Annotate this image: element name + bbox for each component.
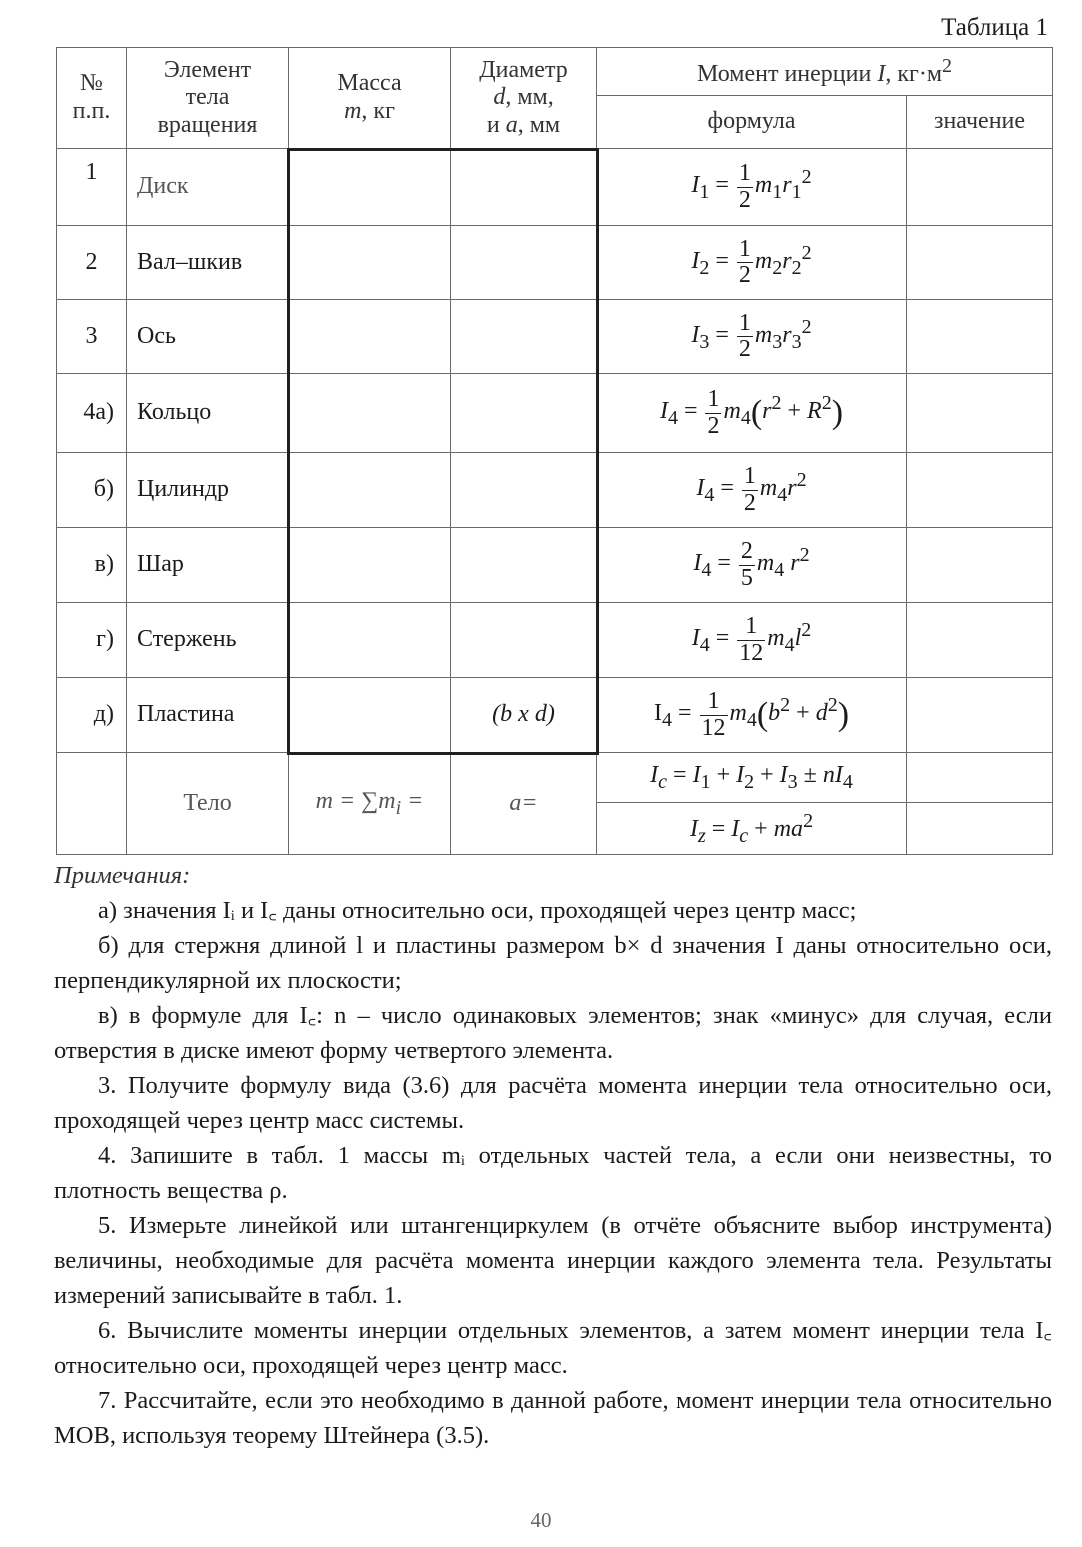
value-cell[interactable] <box>907 753 1053 803</box>
row-number <box>57 753 127 855</box>
formula-cell: $I_4$ = $\frac{1}{12}$ $m_4l^2$ <box>597 603 907 678</box>
row-element-name: Стержень <box>127 603 289 678</box>
row-number: 3 <box>57 300 127 374</box>
mass-cell[interactable] <box>289 528 451 603</box>
row-element-name: Пластина <box>127 678 289 753</box>
formula-cell: $I_4$ = $\frac{2}{5}$ $m_4$ $r^2$ <box>597 528 907 603</box>
note-a: а) значения Iᵢ и I꜀ даны относительно оси, проходящей через центр масс; <box>98 897 857 924</box>
formula-cell: $I_4$ = $\frac{1}{12}$ $m_4(b^2 + d^2)$ <box>597 678 907 753</box>
header-diameter: Диаметр d, мм, и a, мм <box>451 48 597 149</box>
row-element-name: Цилиндр <box>127 453 289 528</box>
table-row <box>57 603 1053 678</box>
table-row <box>57 374 1053 453</box>
header-formula: формула <box>597 96 907 149</box>
step-6: 6. Вычислите моменты инерции отдельных элементов, а затем момент инерции тела I꜀ относительно оси, проходящей через центр масс. <box>54 1317 1052 1379</box>
notes-heading: Примечания: <box>54 862 191 889</box>
row-element-name: Кольцо <box>127 374 289 453</box>
table-row <box>57 528 1053 603</box>
inertia-table <box>56 47 1053 855</box>
diameter-cell[interactable]: (b x d) <box>451 678 597 753</box>
table-row <box>57 300 1053 374</box>
value-cell[interactable] <box>907 149 1053 226</box>
total-mass-cell[interactable]: $m = \sum m_i$ = <box>289 753 451 855</box>
header-value: значение <box>907 96 1053 149</box>
mass-cell[interactable] <box>289 300 451 374</box>
formula-cell: $I_2$ = $\frac{1}{2}$ $m_2r_2^2$ <box>597 226 907 300</box>
formula-cell-center: $I_c = I_1 + I_2 + I_3 \pm nI_4$ <box>597 753 907 803</box>
diameter-cell[interactable] <box>451 603 597 678</box>
row-number: 2 <box>57 226 127 300</box>
mass-cell[interactable] <box>289 226 451 300</box>
header-moment-of-inertia: Момент инерции I, $кг\cdot м^2$ <box>597 48 1053 96</box>
formula-cell-steiner: $I_z = I_c + ma^2$ <box>597 803 907 855</box>
diameter-cell[interactable] <box>451 528 597 603</box>
row-number: д) <box>57 678 127 753</box>
note-v: в) в формуле для I꜀: n – число одинаковых элементов; знак «минус» для случая, если отверстия в диске имеют форму четвертого элемента. <box>54 1002 1052 1064</box>
row-element-name: Тело <box>127 753 289 855</box>
value-cell[interactable] <box>907 803 1053 855</box>
table-row <box>57 678 1053 753</box>
table-title: Таблица 1 <box>941 14 1048 41</box>
row-number: 1 <box>57 149 127 226</box>
note-b: б) для стержня длиной l и пластины размером b× d значения I даны относительно оси, перпендикулярной их плоскости; <box>54 932 1052 994</box>
step-7: 7. Рассчитайте, если это необходимо в данной работе, момент инерции тела относительно МОВ, используя теорему Штейнера (3.5). <box>54 1387 1052 1449</box>
row-element-name: Диск <box>127 149 289 226</box>
mass-cell[interactable] <box>289 603 451 678</box>
diameter-cell[interactable] <box>451 226 597 300</box>
value-cell[interactable] <box>907 226 1053 300</box>
value-cell[interactable] <box>907 374 1053 453</box>
row-element-name: Ось <box>127 300 289 374</box>
diameter-cell[interactable] <box>451 149 597 226</box>
table-row <box>57 453 1053 528</box>
mass-cell[interactable] <box>289 453 451 528</box>
diameter-cell[interactable] <box>451 300 597 374</box>
formula-cell: $I_4$ = $\frac{1}{2}$ $m_4r^2$ <box>597 453 907 528</box>
mass-cell[interactable] <box>289 678 451 753</box>
distance-a-cell[interactable]: a= <box>451 753 597 855</box>
mass-cell[interactable] <box>289 149 451 226</box>
value-cell[interactable] <box>907 528 1053 603</box>
value-cell[interactable] <box>907 453 1053 528</box>
row-number: б) <box>57 453 127 528</box>
notes <box>54 858 1052 1453</box>
step-5: 5. Измерьте линейкой или штангенциркулем (в отчёте объясните выбор инструмента) величины, необходимые для расчёта момента инерции каждого элемента тела. Результаты измерений записывайте в табл. 1. <box>54 1212 1052 1309</box>
row-number: в) <box>57 528 127 603</box>
diameter-cell[interactable] <box>451 453 597 528</box>
table-row-body <box>57 753 1053 803</box>
value-cell[interactable] <box>907 603 1053 678</box>
formula-cell: $I_3$ = $\frac{1}{2}$ $m_3r_3^2$ <box>597 300 907 374</box>
row-element-name: Шар <box>127 528 289 603</box>
row-element-name: Вал–шкив <box>127 226 289 300</box>
formula-cell: $I_4$ = $\frac{1}{2}$ $m_4(r^2 + R^2)$ <box>597 374 907 453</box>
formula-cell: $I_1$ = $\frac{1}{2}$ $m_1r_1^2$ <box>597 149 907 226</box>
table-row <box>57 226 1053 300</box>
row-number: г) <box>57 603 127 678</box>
header-number: № п.п. <box>57 48 127 149</box>
row-number: 4а) <box>57 374 127 453</box>
header-element: Элемент тела вращения <box>127 48 289 149</box>
diameter-cell[interactable] <box>451 374 597 453</box>
header-mass: Масса m, кг <box>289 48 451 149</box>
value-cell[interactable] <box>907 300 1053 374</box>
step-3: 3. Получите формулу вида (3.6) для расчёта момента инерции тела относительно оси, проходящей через центр масс системы. <box>54 1072 1052 1134</box>
step-4: 4. Запишите в табл. 1 массы mᵢ отдельных частей тела, а если они неизвестны, то плотность вещества ρ. <box>54 1142 1052 1204</box>
value-cell[interactable] <box>907 678 1053 753</box>
table-row <box>57 149 1053 226</box>
page-number: 40 <box>530 1508 552 1532</box>
mass-cell[interactable] <box>289 374 451 453</box>
